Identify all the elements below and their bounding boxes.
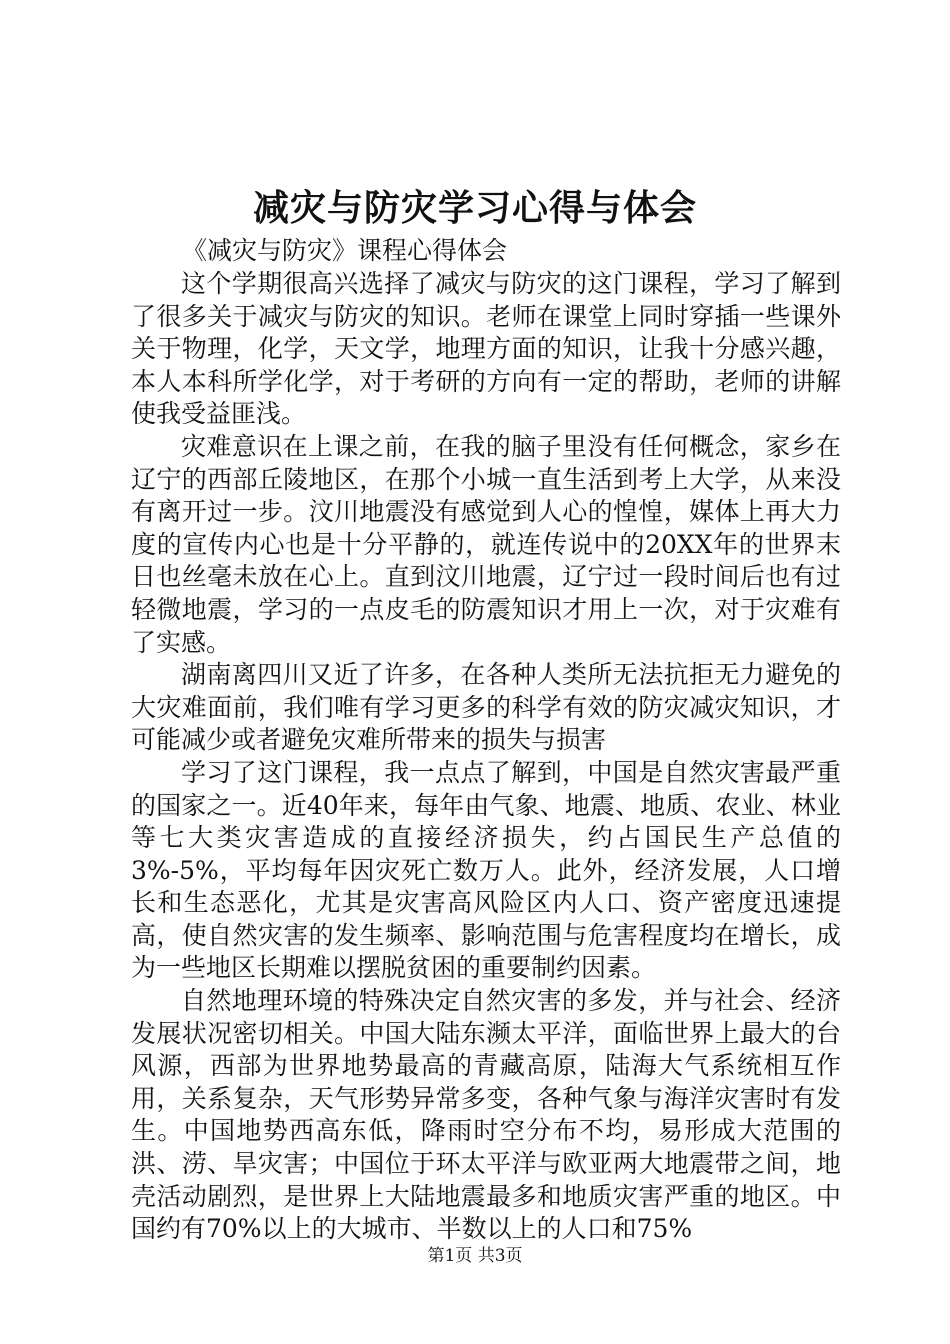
page-footer: 第1页 共3页 [427,1246,523,1266]
paragraph: 灾难意识在上课之前，在我的脑子里没有任何概念，家乡在辽宁的西部丘陵地区，在那个小城一直生活到考上大学，从来没有离开过一步。汶川地震没有感觉到人心的惶惶，媒体上再大力度的宣传内心也是十分平静的，就连传说中的20XX年的世界末日也丝毫未放在心上。直到汶川地震，辽宁过一段时间后也有过轻微地震，学习的一点皮毛的防震知识才用上一次，对于灾难有了实感。 [131,431,841,657]
paragraph: 湖南离四川又近了许多，在各种人类所无法抗拒无力避免的大灾难面前，我们唯有学习更多的科学有效的防灾减灾知识，才可能减少或者避免灾难所带来的损失与损害 [131,660,841,755]
document-body [131,268,841,1246]
paragraph: 自然地理环境的特殊决定自然灾害的多发，并与社会、经济发展状况密切相关。中国大陆东濒太平洋，面临世界上最大的台风源，西部为世界地势最高的青藏高原，陆海大气系统相互作用，关系复杂，天气形势异常多变，各种气象与海洋灾害时有发生。中国地势西高东低，降雨时空分布不均，易形成大范围的洪、涝、旱灾害；中国位于环太平洋与欧亚两大地震带之间，地壳活动剧烈，是世界上大陆地震最多和地质灾害严重的地区。中国约有70%以上的大城市、半数以上的人口和75% [131,986,841,1244]
document-title: 减灾与防灾学习心得与体会 [252,187,697,229]
document-subtitle: 《减灾与防灾》课程心得体会 [182,236,508,265]
paragraph: 学习了这门课程，我一点点了解到，中国是自然灾害最严重的国家之一。近40年来，每年由气象、地震、地质、农业、林业等七大类灾害造成的直接经济损失，约占国民生产总值的3%-5%，平均每年因灾死亡数万人。此外，经济发展，人口增长和生态恶化，尤其是灾害高风险区内人口、资产密度迅速提高，使自然灾害的发生频率、影响范围与危害程度均在增长，成为一些地区长期难以摆脱贫困的重要制约因素。 [131,757,841,983]
paragraph: 这个学期很高兴选择了减灾与防灾的这门课程，学习了解到了很多关于减灾与防灾的知识。老师在课堂上同时穿插一些课外关于物理，化学，天文学，地理方面的知识，让我十分感兴趣，本人本科所学化学，对于考研的方向有一定的帮助，老师的讲解使我受益匪浅。 [131,269,841,429]
